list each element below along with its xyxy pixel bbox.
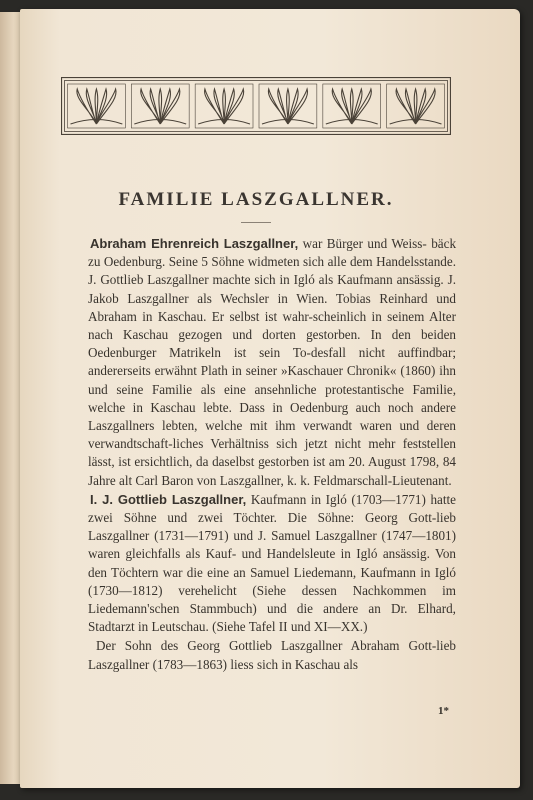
paragraph-line: liches Verhältniss sich jetzt nicht mehr feststellen lässt, ist <box>88 436 456 470</box>
paragraph-line: Lieutenant. <box>392 472 452 488</box>
paragraph-line: ersichtlich, da daselbst gestorben ist am 20. August 1798, <box>134 454 440 470</box>
paragraph-gottlieb <box>88 491 456 637</box>
paragraph-line: bäck zu Oedenburg. Seine 5 Söhne widmeten sich alle dem <box>88 236 457 270</box>
paragraph-lead: I. J. Gottlieb Laszgallner, <box>90 491 247 507</box>
paragraph-line: Kaufmann in Igló (1703—1771) <box>250 491 426 507</box>
paragraph-line: Tobias Reinhard und Abraham in Kaschau. Er selbst ist wahr- <box>88 290 456 324</box>
paragraph-line: Liedemann, Kaufmann in Igló (1730—1812) verehelicht (Siehe <box>88 564 456 598</box>
paragraph-line: (1747—1801) waren gleichfalls als Kauf- und Handelsleute in <box>88 528 456 562</box>
paragraph-line: Igló ansässig. Von den Töchtern war die eine an Samuel <box>88 546 456 580</box>
body-text <box>88 235 456 674</box>
signature-mark: 1* <box>438 705 449 717</box>
paragraph-line: lieb Laszgallner (1731—1791) und J. Samuel Laszgallner <box>88 510 456 544</box>
paragraph-line: ansehnliche protestantische Familie, welche in Kaschau lebte. <box>88 381 456 415</box>
paragraph-line: hatte zwei Söhne und zwei Töchter. Die Söhne: Georg Gott- <box>88 491 456 526</box>
art-nouveau-ornament-frieze <box>61 77 451 135</box>
paragraph-line: war Bürger und Weiss- <box>302 236 427 251</box>
paragraph-georg <box>88 637 456 673</box>
paragraph-line: gestorben. In den beiden Oedenburger Matrikeln ist sein To- <box>88 327 456 361</box>
paragraph-line: scheinlich in seinem Alter nach Kaschau gezogen und dorten <box>88 308 456 343</box>
paragraph-line: lieb Laszgallner (1783—1863) liess sich in Kaschau als <box>88 638 456 672</box>
paragraph-line: Der Sohn des Georg Gottlieb Laszgallner Abraham Gott- <box>96 638 437 654</box>
paragraph-line: Kaufmann ansässig. J. Jakob Laszgallner als Wechsler in Wien. <box>88 272 457 306</box>
paragraph-line: desfall nicht auffindbar; andererseits erwähnt Plath in seiner <box>88 345 456 379</box>
paragraph-line: Dass in Oedenburg auch noch andere Laszgallners lebten, <box>88 399 456 434</box>
paragraph-abraham <box>88 235 456 490</box>
paragraph-line: 84 Jahre alt Carl Baron von Laszgallner, k. k. Feldmarschall- <box>88 454 456 488</box>
title-rule <box>241 222 271 223</box>
paragraph-line: dessen Nachkommen im Liedemann'schen Stammbuch) und <box>88 582 456 617</box>
paragraph-line: welche mit ihm verwandt waren und deren verwandtschaft- <box>88 418 456 452</box>
paragraph-line: Tafel II und XI—XX.) <box>248 619 368 635</box>
paragraph-line: die andere an Dr. Elhard, Stadtarzt in Leutschau. (Siehe <box>88 601 456 635</box>
paragraph-line: Handelsstande. J. Gottlieb Laszgallner machte sich in Igló als <box>88 254 456 288</box>
page-title: FAMILIE LASZGALLNER. <box>118 189 394 210</box>
paragraph-line: »Kaschauer Chronik« (1860) ihn und seine Familie als eine <box>88 363 456 397</box>
paragraph-lead: Abraham Ehrenreich Laszgallner, <box>90 236 299 251</box>
